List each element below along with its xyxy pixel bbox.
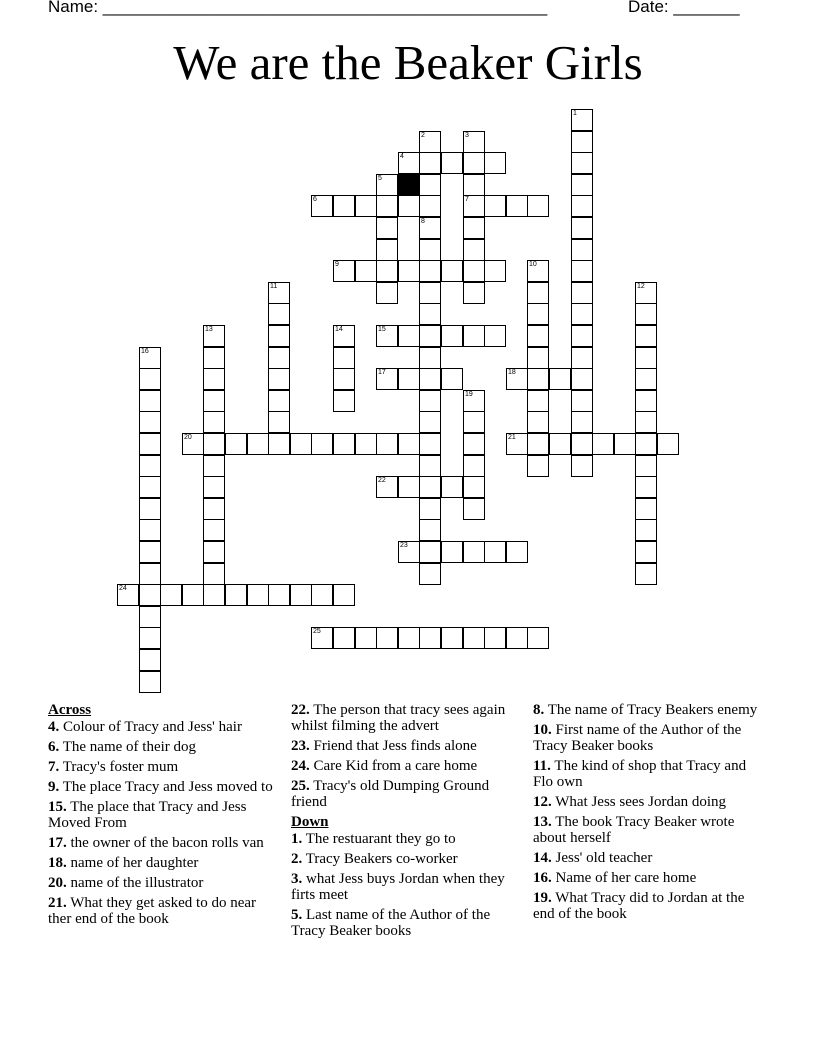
cell-number: 20 <box>184 434 192 441</box>
grid-cell-10[interactable] <box>527 260 549 282</box>
grid-cell[interactable] <box>419 325 441 347</box>
down-clue-8 <box>533 702 763 718</box>
clue-number: 21. <box>48 895 67 911</box>
grid-cell[interactable] <box>484 627 506 649</box>
across-clue-7 <box>48 759 278 775</box>
clue-number: 9. <box>48 779 60 795</box>
grid-cell[interactable] <box>203 411 225 433</box>
grid-cell[interactable] <box>203 347 225 369</box>
cell-number: 21 <box>508 434 516 441</box>
grid-cell[interactable] <box>139 390 161 412</box>
grid-cell[interactable] <box>571 455 593 477</box>
grid-cell[interactable] <box>441 260 463 282</box>
grid-cell[interactable] <box>571 347 593 369</box>
grid-cell[interactable] <box>419 368 441 390</box>
grid-cell[interactable] <box>419 347 441 369</box>
grid-cell[interactable] <box>203 455 225 477</box>
clue-number: 6. <box>48 739 60 755</box>
grid-cell[interactable] <box>268 347 290 369</box>
grid-cell[interactable] <box>484 152 506 174</box>
grid-cell[interactable] <box>247 584 269 606</box>
grid-cell[interactable] <box>571 303 593 325</box>
cell-number: 22 <box>378 477 386 484</box>
grid-cell[interactable] <box>419 455 441 477</box>
cell-number: 6 <box>313 196 317 203</box>
clue-text: First name of the Author of the Tracy Beaker books <box>533 722 742 754</box>
grid-cell[interactable] <box>268 325 290 347</box>
cell-number: 4 <box>400 153 404 160</box>
grid-cell[interactable] <box>463 455 485 477</box>
clue-number: 13. <box>533 814 552 830</box>
grid-cell-20[interactable] <box>182 433 204 455</box>
grid-cell[interactable] <box>441 152 463 174</box>
grid-cell[interactable] <box>441 541 463 563</box>
clue-number: 3. <box>291 871 303 887</box>
clue-text: Jess' old teacher <box>555 850 653 866</box>
grid-cell[interactable] <box>506 195 528 217</box>
grid-cell[interactable] <box>376 239 398 261</box>
down-clue-5 <box>291 907 521 939</box>
grid-cell[interactable] <box>376 217 398 239</box>
clue-text: The place that Tracy and Jess Moved From <box>48 799 247 831</box>
clue-text: Tracy's old Dumping Ground friend <box>291 778 490 810</box>
grid-cell[interactable] <box>333 368 355 390</box>
grid-cell-12[interactable] <box>635 282 657 304</box>
grid-cell[interactable] <box>463 282 485 304</box>
clue-number: 23. <box>291 738 310 754</box>
grid-cell[interactable] <box>527 368 549 390</box>
grid-cell[interactable] <box>527 411 549 433</box>
grid-cell[interactable] <box>484 195 506 217</box>
grid-cell[interactable] <box>441 627 463 649</box>
cell-number: 23 <box>400 542 408 549</box>
grid-cell[interactable] <box>571 325 593 347</box>
grid-cell-1[interactable] <box>571 109 593 131</box>
grid-cell[interactable] <box>355 433 377 455</box>
grid-cell[interactable] <box>268 411 290 433</box>
grid-cell[interactable] <box>635 519 657 541</box>
clue-text: The person that tracy sees again whilst filming the advert <box>291 702 506 734</box>
grid-cell[interactable] <box>571 217 593 239</box>
across-clue-23 <box>291 738 521 754</box>
grid-cell[interactable] <box>463 541 485 563</box>
clue-text: What Jess sees Jordan doing <box>555 794 727 810</box>
cell-number: 5 <box>378 175 382 182</box>
grid-cell[interactable] <box>268 584 290 606</box>
grid-cell-13[interactable] <box>203 325 225 347</box>
grid-cell[interactable] <box>290 433 312 455</box>
grid-cell[interactable] <box>139 671 161 693</box>
grid-cell[interactable] <box>635 498 657 520</box>
grid-cell[interactable] <box>398 476 420 498</box>
grid-cell[interactable] <box>139 368 161 390</box>
grid-cell[interactable] <box>527 627 549 649</box>
cell-number: 24 <box>119 585 127 592</box>
cell-number: 7 <box>465 196 469 203</box>
grid-cell[interactable] <box>203 476 225 498</box>
grid-cell[interactable] <box>139 411 161 433</box>
across-clue-20 <box>48 875 278 891</box>
grid-cell[interactable] <box>419 476 441 498</box>
grid-cell[interactable] <box>419 498 441 520</box>
clue-text: name of her daughter <box>70 855 199 871</box>
grid-cell[interactable] <box>139 584 161 606</box>
cell-number: 25 <box>313 628 321 635</box>
grid-cell[interactable] <box>463 174 485 196</box>
across-clue-15 <box>48 799 278 831</box>
grid-cell[interactable] <box>527 390 549 412</box>
down-clue-3 <box>291 871 521 903</box>
down-clue-2 <box>291 851 521 867</box>
grid-cell[interactable] <box>268 303 290 325</box>
grid-cell[interactable] <box>355 195 377 217</box>
across-heading: Across <box>48 702 92 718</box>
grid-cell[interactable] <box>203 584 225 606</box>
grid-cell[interactable] <box>571 282 593 304</box>
clue-number: 5. <box>291 907 303 923</box>
grid-cell[interactable] <box>376 627 398 649</box>
cell-number: 8 <box>421 218 425 225</box>
grid-cell[interactable] <box>333 390 355 412</box>
down-clue-19 <box>533 890 763 922</box>
grid-cell-11[interactable] <box>268 282 290 304</box>
grid-cell[interactable] <box>463 498 485 520</box>
clue-number: 8. <box>533 702 545 718</box>
clue-text: Last name of the Author of the Tracy Beaker books <box>291 907 491 939</box>
grid-cell[interactable] <box>139 563 161 585</box>
down-clue-16 <box>533 870 763 886</box>
grid-cell[interactable] <box>419 627 441 649</box>
grid-cell[interactable] <box>635 411 657 433</box>
clue-text: name of the illustrator <box>70 875 204 891</box>
cell-number: 2 <box>421 132 425 139</box>
grid-cell-17[interactable] <box>376 368 398 390</box>
clue-number: 20. <box>48 875 67 891</box>
down-clue-1 <box>291 831 521 847</box>
grid-cell[interactable] <box>441 325 463 347</box>
grid-cell-7[interactable] <box>463 195 485 217</box>
grid-cell[interactable] <box>333 433 355 455</box>
grid-cell[interactable] <box>549 368 571 390</box>
cell-number: 9 <box>335 261 339 268</box>
grid-cell-8[interactable] <box>419 217 441 239</box>
cell-number: 15 <box>378 326 386 333</box>
clue-number: 22. <box>291 702 310 718</box>
grid-cell[interactable] <box>376 282 398 304</box>
grid-cell[interactable] <box>657 433 679 455</box>
clue-text: What they get asked to do near ther end of the book <box>48 895 256 927</box>
across-clue-18 <box>48 855 278 871</box>
name-line: Name: _______________________________________________ <box>48 0 548 16</box>
clue-number: 24. <box>291 758 310 774</box>
grid-cell[interactable] <box>333 347 355 369</box>
grid-cell[interactable] <box>571 390 593 412</box>
grid-cell-19[interactable] <box>463 390 485 412</box>
cell-number: 18 <box>508 369 516 376</box>
grid-cell[interactable] <box>139 433 161 455</box>
grid-cell[interactable] <box>419 260 441 282</box>
grid-cell[interactable] <box>376 195 398 217</box>
clue-number: 18. <box>48 855 67 871</box>
grid-cell[interactable] <box>441 368 463 390</box>
down-clue-13 <box>533 814 763 846</box>
grid-cell-9[interactable] <box>333 260 355 282</box>
grid-cell-14[interactable] <box>333 325 355 347</box>
grid-cell[interactable] <box>463 325 485 347</box>
clue-number: 4. <box>48 719 60 735</box>
grid-cell[interactable] <box>571 260 593 282</box>
across-clue-21 <box>48 895 278 927</box>
cell-number: 10 <box>529 261 537 268</box>
across-clue-24 <box>291 758 521 774</box>
down-clue-11 <box>533 758 763 790</box>
grid-cell[interactable] <box>139 627 161 649</box>
cell-number: 1 <box>573 110 577 117</box>
grid-cell[interactable] <box>592 433 614 455</box>
grid-cell[interactable] <box>527 455 549 477</box>
grid-cell[interactable] <box>635 390 657 412</box>
grid-cell[interactable] <box>571 195 593 217</box>
grid-cell[interactable] <box>419 152 441 174</box>
grid-black-cell <box>398 174 420 196</box>
clue-number: 25. <box>291 778 310 794</box>
across-clue-25 <box>291 778 521 810</box>
grid-cell[interactable] <box>160 584 182 606</box>
grid-cell[interactable] <box>419 303 441 325</box>
grid-cell[interactable] <box>441 476 463 498</box>
grid-cell[interactable] <box>463 627 485 649</box>
grid-cell[interactable] <box>484 541 506 563</box>
clue-number: 12. <box>533 794 552 810</box>
clue-number: 11. <box>533 758 551 774</box>
grid-cell-2[interactable] <box>419 131 441 153</box>
grid-cell[interactable] <box>635 433 657 455</box>
clue-number: 19. <box>533 890 552 906</box>
grid-cell[interactable] <box>527 303 549 325</box>
grid-cell[interactable] <box>463 476 485 498</box>
clue-number: 2. <box>291 851 303 867</box>
down-clue-12 <box>533 794 763 810</box>
grid-cell[interactable] <box>398 325 420 347</box>
grid-cell-21[interactable] <box>506 433 528 455</box>
clue-text: Tracy's foster mum <box>62 759 179 775</box>
grid-cell-25[interactable] <box>311 627 333 649</box>
grid-cell[interactable] <box>139 455 161 477</box>
grid-cell[interactable] <box>635 347 657 369</box>
clue-number: 17. <box>48 835 67 851</box>
grid-cell[interactable] <box>247 433 269 455</box>
across-clue-6 <box>48 739 278 755</box>
grid-cell-24[interactable] <box>117 584 139 606</box>
grid-cell[interactable] <box>376 433 398 455</box>
cell-number: 16 <box>141 348 149 355</box>
clue-text: what Jess buys Jordan when they firts meet <box>291 871 505 903</box>
grid-cell-23[interactable] <box>398 541 420 563</box>
grid-cell[interactable] <box>463 239 485 261</box>
clue-text: The place Tracy and Jess moved to <box>62 779 273 795</box>
clue-text: Colour of Tracy and Jess' hair <box>63 719 242 735</box>
grid-cell[interactable] <box>398 433 420 455</box>
grid-cell[interactable] <box>571 152 593 174</box>
grid-cell[interactable] <box>635 563 657 585</box>
grid-cell[interactable] <box>571 368 593 390</box>
grid-cell[interactable] <box>527 347 549 369</box>
cell-number: 3 <box>465 132 469 139</box>
down-clue-14 <box>533 850 763 866</box>
grid-cell[interactable] <box>571 239 593 261</box>
grid-cell[interactable] <box>139 606 161 628</box>
grid-cell[interactable] <box>203 541 225 563</box>
grid-cell[interactable] <box>635 476 657 498</box>
grid-cell[interactable] <box>527 195 549 217</box>
across-clue-9 <box>48 779 278 795</box>
grid-cell-5[interactable] <box>376 174 398 196</box>
grid-cell[interactable] <box>139 498 161 520</box>
across-clue-4 <box>48 719 278 735</box>
grid-cell[interactable] <box>225 433 247 455</box>
grid-cell[interactable] <box>419 174 441 196</box>
grid-cell[interactable] <box>419 282 441 304</box>
clue-number: 14. <box>533 850 552 866</box>
grid-cell[interactable] <box>139 476 161 498</box>
grid-cell-15[interactable] <box>376 325 398 347</box>
grid-cell[interactable] <box>355 260 377 282</box>
grid-cell[interactable] <box>635 541 657 563</box>
cell-number: 17 <box>378 369 386 376</box>
clue-text: Care Kid from a care home <box>313 758 478 774</box>
grid-cell[interactable] <box>635 303 657 325</box>
clue-number: 16. <box>533 870 552 886</box>
grid-cell[interactable] <box>527 282 549 304</box>
clue-text: The kind of shop that Tracy and Flo own <box>533 758 747 790</box>
clue-text: The name of their dog <box>62 739 197 755</box>
grid-cell[interactable] <box>484 325 506 347</box>
clue-text: Name of her care home <box>555 870 697 886</box>
grid-cell[interactable] <box>268 433 290 455</box>
grid-cell[interactable] <box>203 519 225 541</box>
grid-cell[interactable] <box>506 541 528 563</box>
grid-cell[interactable] <box>225 584 247 606</box>
page-title: We are the Beaker Girls <box>173 35 643 90</box>
grid-cell[interactable] <box>635 368 657 390</box>
grid-cell[interactable] <box>398 368 420 390</box>
cell-number: 19 <box>465 391 473 398</box>
grid-cell[interactable] <box>571 131 593 153</box>
grid-cell[interactable] <box>635 455 657 477</box>
grid-cell[interactable] <box>419 541 441 563</box>
grid-cell[interactable] <box>203 390 225 412</box>
clue-number: 1. <box>291 831 303 847</box>
grid-cell-6[interactable] <box>311 195 333 217</box>
clue-text: The name of Tracy Beakers enemy <box>547 702 758 718</box>
grid-cell[interactable] <box>139 519 161 541</box>
grid-cell[interactable] <box>268 390 290 412</box>
cell-number: 14 <box>335 326 343 333</box>
grid-cell[interactable] <box>203 563 225 585</box>
grid-cell-18[interactable] <box>506 368 528 390</box>
cell-number: 13 <box>205 326 213 333</box>
cell-number: 11 <box>270 283 278 290</box>
clue-text: Friend that Jess finds alone <box>313 738 477 754</box>
grid-cell[interactable] <box>398 260 420 282</box>
across-clue-22 <box>291 702 521 734</box>
clue-text: The restuarant they go to <box>305 831 456 847</box>
grid-cell[interactable] <box>182 584 204 606</box>
grid-cell-22[interactable] <box>376 476 398 498</box>
grid-cell[interactable] <box>463 217 485 239</box>
grid-cell-4[interactable] <box>398 152 420 174</box>
grid-cell[interactable] <box>398 195 420 217</box>
date-line: Date: _______ <box>628 0 740 16</box>
grid-cell[interactable] <box>506 627 528 649</box>
grid-cell[interactable] <box>463 433 485 455</box>
grid-cell[interactable] <box>571 411 593 433</box>
grid-cell[interactable] <box>203 498 225 520</box>
across-clue-17 <box>48 835 278 851</box>
grid-cell[interactable] <box>527 325 549 347</box>
grid-cell[interactable] <box>203 368 225 390</box>
clue-text: What Tracy did to Jordan at the end of the book <box>533 890 745 922</box>
clues-column-2 <box>291 702 521 943</box>
grid-cell[interactable] <box>614 433 636 455</box>
grid-cell[interactable] <box>419 195 441 217</box>
grid-cell[interactable] <box>419 390 441 412</box>
grid-cell[interactable] <box>463 260 485 282</box>
clue-number: 7. <box>48 759 60 775</box>
clues-column-3 <box>533 702 763 926</box>
grid-cell[interactable] <box>139 541 161 563</box>
grid-cell[interactable] <box>463 152 485 174</box>
grid-cell[interactable] <box>398 627 420 649</box>
grid-cell[interactable] <box>419 239 441 261</box>
grid-cell[interactable] <box>571 433 593 455</box>
grid-cell[interactable] <box>419 433 441 455</box>
grid-cell[interactable] <box>139 649 161 671</box>
grid-cell[interactable] <box>419 411 441 433</box>
grid-cell[interactable] <box>419 519 441 541</box>
grid-cell[interactable] <box>333 584 355 606</box>
grid-cell[interactable] <box>333 195 355 217</box>
down-clue-10 <box>533 722 763 754</box>
grid-cell-3[interactable] <box>463 131 485 153</box>
clue-text: The book Tracy Beaker wrote about herself <box>533 814 735 846</box>
grid-cell[interactable] <box>333 627 355 649</box>
grid-cell[interactable] <box>463 411 485 433</box>
grid-cell[interactable] <box>635 325 657 347</box>
grid-cell[interactable] <box>419 563 441 585</box>
clue-number: 10. <box>533 722 552 738</box>
clue-number: 15. <box>48 799 67 815</box>
grid-cell[interactable] <box>290 584 312 606</box>
clue-text: Tracy Beakers co-worker <box>305 851 458 867</box>
grid-cell-16[interactable] <box>139 347 161 369</box>
clues-column-1 <box>48 702 278 931</box>
grid-cell[interactable] <box>311 584 333 606</box>
grid-cell[interactable] <box>268 368 290 390</box>
grid-cell[interactable] <box>527 433 549 455</box>
grid-cell[interactable] <box>484 260 506 282</box>
down-heading: Down <box>291 814 329 830</box>
grid-cell[interactable] <box>549 433 571 455</box>
grid-cell[interactable] <box>376 260 398 282</box>
grid-cell[interactable] <box>311 433 333 455</box>
grid-cell[interactable] <box>203 433 225 455</box>
grid-cell[interactable] <box>355 627 377 649</box>
clue-text: the owner of the bacon rolls van <box>70 835 264 851</box>
cell-number: 12 <box>637 283 645 290</box>
grid-cell[interactable] <box>571 174 593 196</box>
